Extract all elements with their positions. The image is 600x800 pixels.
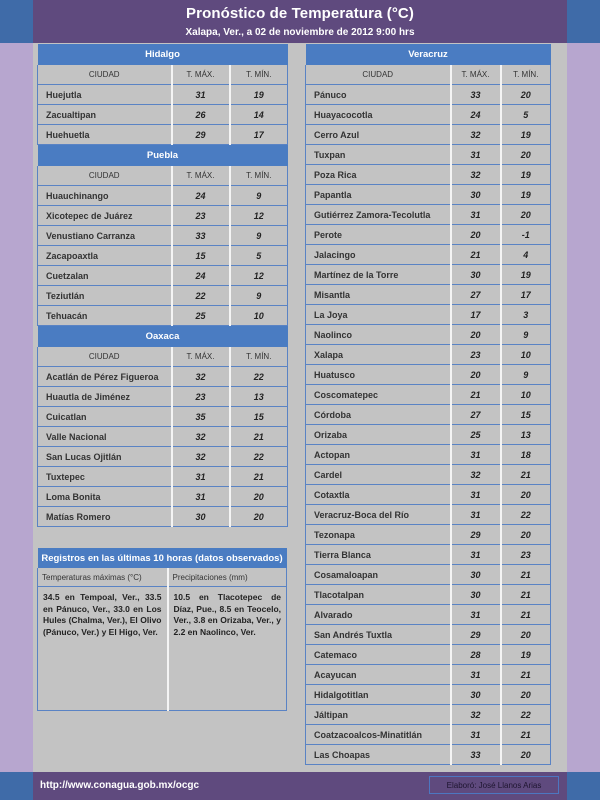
table-row [38,105,288,125]
min-temp: 19 [501,265,551,285]
page-footer [33,772,567,800]
min-temp: 21 [230,467,288,487]
corner-decoration-top-left [0,0,33,43]
city-name: Zacualtipan [38,105,172,125]
max-temp: 21 [451,385,501,405]
column-header-row [38,166,288,186]
column-header-max: T. MÁX. [172,347,230,367]
page-title: Pronóstico de Temperatura (°C) [186,5,414,22]
city-name: Matías Romero [38,507,172,527]
max-temp: 31 [172,467,230,487]
max-temp: 25 [172,306,230,326]
min-temp: 17 [501,285,551,305]
table-row [306,185,551,205]
max-temp: 23 [172,387,230,407]
min-temp: 10 [230,306,288,326]
column-header-min: T. MÍN. [501,65,551,85]
city-name: Tuxtepec [38,467,172,487]
min-temp: 20 [501,85,551,105]
city-name: La Joya [306,305,451,325]
min-temp: 13 [501,425,551,445]
table-row [38,306,288,326]
max-temp: 20 [451,225,501,245]
column-header-min: T. MÍN. [230,65,288,85]
table-row [306,545,551,565]
max-temp: 30 [451,585,501,605]
max-temp: 33 [451,85,501,105]
max-temp: 27 [451,285,501,305]
author-credit: Elaboró: José Llanos Arias [429,776,559,794]
city-name: Cardel [306,465,451,485]
observations-table [37,548,287,711]
city-name: Gutiérrez Zamora-Tecolutla [306,205,451,225]
city-name: Teziutlán [38,286,172,306]
max-temp: 26 [172,105,230,125]
table-row [306,325,551,345]
min-temp: 20 [501,145,551,165]
table-row [38,206,288,226]
min-temp: 9 [230,286,288,306]
table-row [306,285,551,305]
table-row [38,266,288,286]
table-row [306,165,551,185]
corner-decoration-bottom-right [567,772,600,800]
table-row [306,505,551,525]
min-temp: 19 [501,165,551,185]
page-subtitle: Xalapa, Ver., a 02 de noviembre de 2012 9:00 hrs [185,27,415,38]
min-temp: 19 [501,645,551,665]
table-row [38,85,288,105]
table-row [306,465,551,485]
table-row [306,405,551,425]
min-temp: 21 [501,665,551,685]
max-temp: 32 [451,165,501,185]
min-temp: 3 [501,305,551,325]
state-name: Puebla [38,145,288,167]
min-temp: 20 [501,745,551,765]
city-name: Córdoba [306,405,451,425]
max-temp-label: Temperaturas máximas (°C) [38,568,168,587]
table-row [306,245,551,265]
corner-decoration-top-right [567,0,600,43]
table-row [306,265,551,285]
table-row [38,427,288,447]
min-temp: 5 [230,246,288,266]
table-row [306,445,551,465]
min-temp: 19 [501,185,551,205]
min-temp: 21 [501,465,551,485]
max-temp: 24 [451,105,501,125]
max-temp: 32 [451,705,501,725]
table-row [306,205,551,225]
city-name: Alvarado [306,605,451,625]
state-name: Oaxaca [38,326,288,348]
table-row [306,605,551,625]
city-name: Huayacocotla [306,105,451,125]
max-temp: 23 [451,345,501,365]
column-header-max: T. MÁX. [172,166,230,186]
max-temp: 31 [172,85,230,105]
table-row [306,125,551,145]
max-temp: 29 [451,525,501,545]
city-name: Tehuacán [38,306,172,326]
city-name: San Lucas Ojitlán [38,447,172,467]
table-row [38,467,288,487]
city-name: Coscomatepec [306,385,451,405]
min-temp: 19 [230,85,288,105]
max-temp: 31 [451,445,501,465]
city-name: Xicotepec de Juárez [38,206,172,226]
table-row [306,725,551,745]
city-name: Actopan [306,445,451,465]
city-name: Tezonapa [306,525,451,545]
max-temp: 32 [451,125,501,145]
table-row [306,365,551,385]
table-row [38,387,288,407]
table-row [306,585,551,605]
min-temp: 22 [230,447,288,467]
max-temp: 30 [451,185,501,205]
max-temp: 31 [451,665,501,685]
table-row [38,186,288,206]
table-row [306,685,551,705]
table-row [38,507,288,527]
min-temp: 19 [501,125,551,145]
table-row [38,246,288,266]
min-temp: 21 [501,585,551,605]
table-row [38,447,288,467]
observations-title: Registros en las últimas 10 horas (datos observados) [38,548,287,568]
city-name: Huehuetla [38,125,172,145]
max-temp: 27 [451,405,501,425]
min-temp: 20 [501,485,551,505]
column-header-row [38,65,288,85]
table-row [38,125,288,145]
table-row [306,145,551,165]
table-row [306,425,551,445]
city-name: Zacapoaxtla [38,246,172,266]
city-name: Venustiano Carranza [38,226,172,246]
max-temp: 17 [451,305,501,325]
max-temp-text: 34.5 en Tempoal, Ver., 33.5 en Pánuco, Ver., 33.0 en Los Hules (Chalma, Ver.), El Olivo (Pánuco, Ver.) y El Higo, Ver. [38,587,168,711]
min-temp: 20 [230,487,288,507]
city-name: Catemaco [306,645,451,665]
min-temp: 21 [230,427,288,447]
min-temp: 22 [230,367,288,387]
precip-label: Precipitaciones (mm) [168,568,287,587]
min-temp: 5 [501,105,551,125]
max-temp: 31 [451,205,501,225]
table-row [38,367,288,387]
max-temp: 30 [172,507,230,527]
column-header-city: CIUDAD [306,65,451,85]
min-temp: 12 [230,206,288,226]
city-name: Cosamaloapan [306,565,451,585]
page-header [33,0,567,43]
city-name: Loma Bonita [38,487,172,507]
min-temp: 18 [501,445,551,465]
max-temp: 31 [451,605,501,625]
city-name: Misantla [306,285,451,305]
city-name: Valle Nacional [38,427,172,447]
max-temp: 32 [451,465,501,485]
precip-text: 10.5 en Tlacotepec de Díaz, Pue., 8.5 en Teocelo, Ver., 3.8 en Orizaba, Ver., y 2.2 en Naolinco, Ver. [168,587,287,711]
column-header-max: T. MÁX. [451,65,501,85]
table-row [306,665,551,685]
city-name: Tierra Blanca [306,545,451,565]
state-header-veracruz [306,44,551,65]
left-forecast-table [37,44,288,527]
min-temp: 10 [501,385,551,405]
max-temp: 31 [451,725,501,745]
max-temp: 33 [451,745,501,765]
table-row [306,345,551,365]
min-temp: 15 [230,407,288,427]
table-row [306,105,551,125]
min-temp: 20 [501,625,551,645]
state-name: Veracruz [306,44,551,65]
table-row [306,745,551,765]
corner-decoration-bottom-left [0,772,33,800]
state-name: Hidalgo [38,44,288,65]
table-row [306,305,551,325]
conagua-link[interactable]: http://www.conagua.gob.mx/ocgc [40,780,200,791]
max-temp: 15 [172,246,230,266]
min-temp: 21 [501,605,551,625]
min-temp: 14 [230,105,288,125]
max-temp: 22 [172,286,230,306]
min-temp: 21 [501,725,551,745]
max-temp: 29 [451,625,501,645]
table-row [306,705,551,725]
city-name: Poza Rica [306,165,451,185]
max-temp: 30 [451,685,501,705]
city-name: Huauchinango [38,186,172,206]
city-name: Cotaxtla [306,485,451,505]
city-name: Coatzacoalcos-Minatitlán [306,725,451,745]
table-row [306,645,551,665]
min-temp: 9 [501,325,551,345]
max-temp: 23 [172,206,230,226]
max-temp: 30 [451,565,501,585]
city-name: Huatusco [306,365,451,385]
table-row [306,85,551,105]
min-temp: 9 [230,186,288,206]
side-strip-right [567,43,600,772]
city-name: Perote [306,225,451,245]
min-temp: 15 [501,405,551,425]
min-temp: 4 [501,245,551,265]
table-row [38,407,288,427]
city-name: Huautla de Jiménez [38,387,172,407]
city-name: Cuicatlan [38,407,172,427]
column-header-city: CIUDAD [38,166,172,186]
min-temp: 23 [501,545,551,565]
min-temp: 17 [230,125,288,145]
max-temp: 35 [172,407,230,427]
column-header-row [38,347,288,367]
max-temp: 28 [451,645,501,665]
min-temp: 22 [501,705,551,725]
max-temp: 32 [172,447,230,467]
min-temp: 13 [230,387,288,407]
state-header-puebla [38,145,288,167]
max-temp: 24 [172,186,230,206]
city-name: Xalapa [306,345,451,365]
min-temp: 20 [501,685,551,705]
max-temp: 31 [172,487,230,507]
table-row [306,385,551,405]
state-header-oaxaca [38,326,288,348]
city-name: Martínez de la Torre [306,265,451,285]
max-temp: 31 [451,145,501,165]
max-temp: 32 [172,367,230,387]
column-header-min: T. MÍN. [230,347,288,367]
table-row [38,487,288,507]
min-temp: 12 [230,266,288,286]
max-temp: 32 [172,427,230,447]
column-header-city: CIUDAD [38,347,172,367]
min-temp: 20 [230,507,288,527]
city-name: Veracruz-Boca del Río [306,505,451,525]
max-temp: 25 [451,425,501,445]
table-row [38,226,288,246]
min-temp: 10 [501,345,551,365]
min-temp: 9 [230,226,288,246]
city-name: Tlacotalpan [306,585,451,605]
city-name: Jáltipan [306,705,451,725]
city-name: Orizaba [306,425,451,445]
table-row [306,225,551,245]
table-row [38,286,288,306]
max-temp: 31 [451,505,501,525]
city-name: Jalacingo [306,245,451,265]
min-temp: 20 [501,205,551,225]
city-name: Acatlán de Pérez Figueroa [38,367,172,387]
column-header-row [306,65,551,85]
max-temp: 20 [451,365,501,385]
max-temp: 24 [172,266,230,286]
max-temp: 31 [451,485,501,505]
state-header-hidalgo [38,44,288,65]
veracruz-forecast-table [305,44,551,765]
city-name: Cuetzalan [38,266,172,286]
city-name: Pánuco [306,85,451,105]
city-name: Naolinco [306,325,451,345]
side-strip-left [0,43,33,772]
city-name: Las Choapas [306,745,451,765]
min-temp: 9 [501,365,551,385]
city-name: Huejutla [38,85,172,105]
min-temp: 22 [501,505,551,525]
city-name: Papantla [306,185,451,205]
city-name: Tuxpan [306,145,451,165]
min-temp: -1 [501,225,551,245]
column-header-max: T. MÁX. [172,65,230,85]
table-row [306,565,551,585]
city-name: Acayucan [306,665,451,685]
column-header-min: T. MÍN. [230,166,288,186]
city-name: Cerro Azul [306,125,451,145]
max-temp: 29 [172,125,230,145]
table-row [306,485,551,505]
table-row [306,625,551,645]
max-temp: 30 [451,265,501,285]
max-temp: 31 [451,545,501,565]
column-header-city: CIUDAD [38,65,172,85]
min-temp: 21 [501,565,551,585]
min-temp: 20 [501,525,551,545]
max-temp: 21 [451,245,501,265]
max-temp: 20 [451,325,501,345]
max-temp: 33 [172,226,230,246]
city-name: San Andrés Tuxtla [306,625,451,645]
table-row [306,525,551,545]
city-name: Hidalgotitlan [306,685,451,705]
